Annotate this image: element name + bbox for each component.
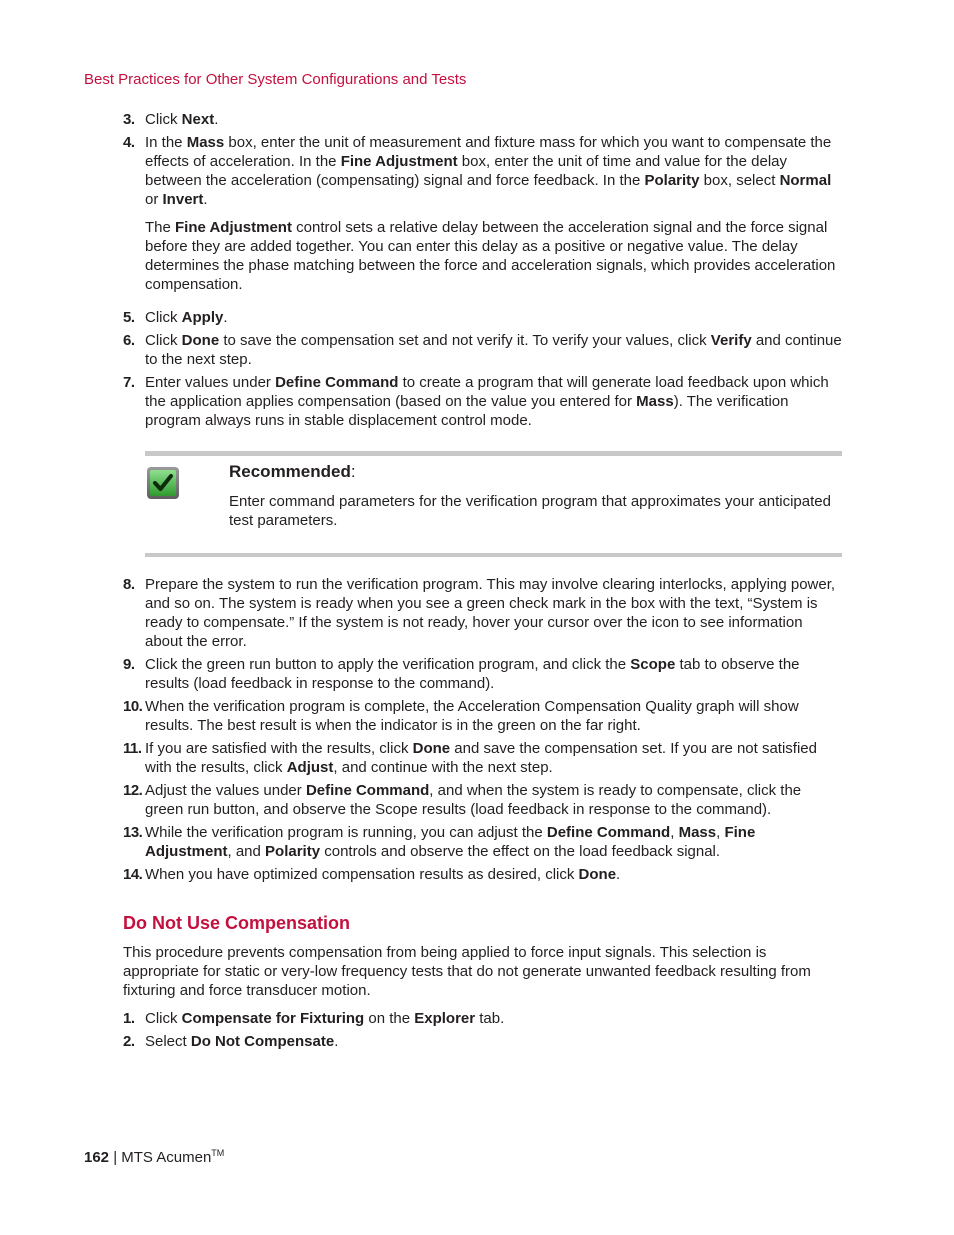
ui-term: Fine Adjustment [175,219,292,236]
ui-term: Explorer [414,1010,476,1027]
ui-term: Done [578,866,617,883]
ui-term: Polarity [644,172,700,189]
ui-term: Mass [678,824,717,841]
page-number: 162 [84,1149,110,1166]
step-number: 2. [123,1033,135,1050]
ui-term: Polarity [265,843,321,860]
page-footer [84,1148,224,1167]
list-item [123,823,843,861]
list-item [123,373,843,430]
ui-term: Verify [710,332,752,349]
ui-term: Normal [779,172,832,189]
step-text: When the verification program is complete, the Acceleration Compensation Quality graph will show results. The best result is when the indicator is in the green on the far right. [145,698,799,734]
ui-term: Define Command [305,782,430,799]
section-paragraph: This procedure prevents compensation from being applied to force input signals. This selection is appropriate for static or very-low frequency tests that do not generate unwanted feedback resulting from fixturing and force transducer motion. [123,944,811,999]
check-icon [146,466,180,500]
procedure-steps-part2 [123,575,843,888]
note-title [229,462,356,482]
list-item [123,1032,843,1051]
ui-term: Define Command [275,374,399,391]
step-number: 1. [123,1010,135,1027]
step-number: 8. [123,576,135,593]
ui-term: Adjust [286,759,334,776]
step-text: Click the green run button to apply the verification program, and click the Scope tab to observe the results (load feedback in response to the command). [145,656,800,692]
step-text: Click Compensate for Fixturing on the Explorer tab. [145,1010,505,1027]
step-number: 5. [123,309,135,326]
list-item [123,308,843,327]
list-item [123,781,843,819]
list-item [123,697,843,735]
list-item [123,133,843,294]
ui-term: Fine Adjustment [340,153,458,170]
list-item [123,1009,843,1028]
step-number: 7. [123,374,135,391]
step-text: When you have optimized compensation results as desired, click Done. [145,866,621,883]
step-text: Adjust the values under Define Command, and when the system is ready to compensate, click the green run button, and observe the Scope results (load feedback in response to the command). [145,782,802,818]
step-text: While the verification program is running, you can adjust the Define Command, Mass, Fine Adjustment, and Polarity controls and observe the effect on the load feedback signal. [145,824,756,860]
step-number: 9. [123,656,135,673]
step-text: Enter values under Define Command to create a program that will generate load feedback upon which the application applies compensation (based on the value you entered for Mass). The verification program always runs in stable displacement control mode. [145,374,829,429]
ui-term: Done [181,332,220,349]
step-text: If you are satisfied with the results, click Done and save the compensation set. If you are not satisfied with the results, click Adjust, and continue with the next step. [145,740,817,776]
procedure-steps-part1 [123,110,843,434]
list-item [123,575,843,651]
ui-term: Done [412,740,451,757]
ui-term: Do Not Compensate [190,1033,335,1050]
list-item [123,739,843,777]
step-subparagraph: The Fine Adjustment control sets a relative delay between the acceleration signal and the force signal before they are added together. You can enter this delay as a positive or negative value. The delay determines the phase matching between the force and acceleration signals, which provides acceleration compensation. [145,219,836,293]
procedure-steps-part3 [123,1009,843,1055]
ui-term: Mass [186,134,225,151]
step-number: 3. [123,111,135,128]
note-bottom-rule [145,553,842,557]
step-text: Click Apply. [145,309,228,326]
step-number: 11. [123,740,142,757]
ui-term: Compensate for Fixturing [181,1010,365,1027]
step-text: Click Next. [145,111,219,128]
trademark: TM [211,1148,225,1158]
ui-term: Fine Adjustment [145,824,756,860]
ui-term: Scope [630,656,676,673]
note-title-colon: : [350,462,356,481]
list-item [123,110,843,129]
note-top-rule [145,451,842,456]
list-item [123,655,843,693]
step-number: 12. [123,782,143,799]
ui-term: Mass [636,393,674,410]
step-number: 14. [123,866,143,883]
step-text: In the Mass box, enter the unit of measurement and fixture mass for which you want to compensate the effects of acceleration. In the Fine Adjustment box, enter the unit of time and value for the delay between the acceleration (compensating) signal and force feedback. In the Polarity box, select Normal or Invert. [145,134,832,208]
list-item [123,865,843,884]
note-title-text: Recommended [229,462,351,481]
step-number: 10. [123,698,143,715]
step-number: 13. [123,824,143,841]
step-number: 6. [123,332,135,349]
step-text: Prepare the system to run the verification program. This may involve clearing interlocks, applying power, and so on. The system is ready when you see a green check mark in the box with the text, “System is ready to compensate.” If the system is not ready, hover your cursor over the icon to see information about the error. [145,576,836,650]
product-name: MTS Acumen [121,1149,212,1166]
ui-term: Define Command [546,824,671,841]
ui-term: Next [181,111,215,128]
section-heading: Do Not Use Compensation [123,913,351,933]
list-item [123,331,843,369]
footer-separator: | [109,1149,122,1166]
note-body: Enter command parameters for the verification program that approximates your anticipated test parameters. [229,493,831,529]
ui-term: Apply [181,309,224,326]
step-number: 4. [123,134,135,151]
running-header: Best Practices for Other System Configurations and Tests [84,71,467,88]
step-text: Click Done to save the compensation set and not verify it. To verify your values, click Verify and continue to the next step. [145,332,842,368]
ui-term: Invert [162,191,204,208]
step-text: Select Do Not Compensate. [145,1033,339,1050]
